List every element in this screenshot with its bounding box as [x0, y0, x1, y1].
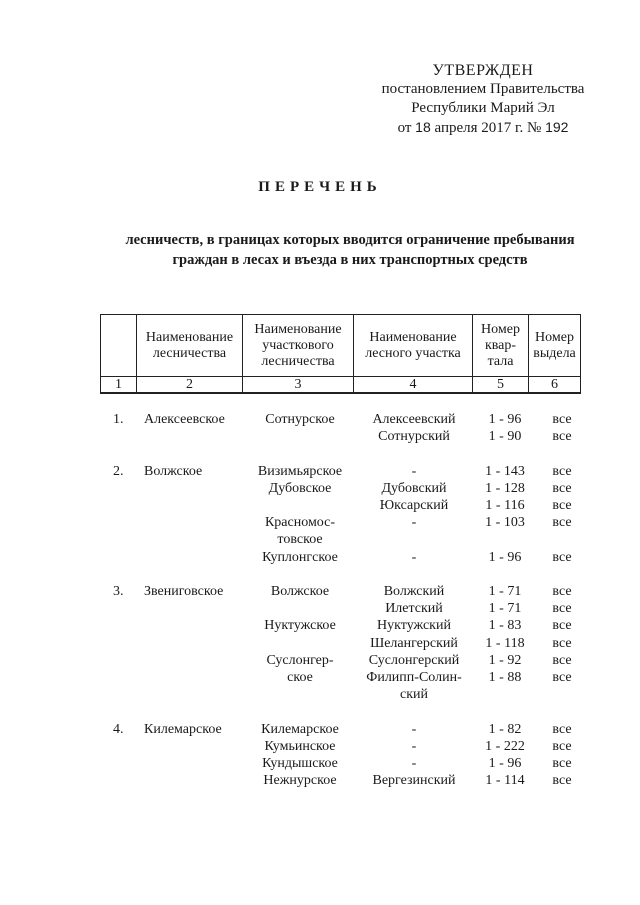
- forestry-name: Звениговское: [144, 584, 224, 599]
- district-name: Килемарское: [261, 722, 339, 737]
- table-header: [100, 314, 581, 394]
- allotment: все: [552, 618, 572, 633]
- quarter-range: 1 - 96: [488, 756, 522, 771]
- quarter-range: 1 - 118: [485, 636, 525, 651]
- approval-date-prefix: от: [397, 120, 412, 136]
- header-num-1: 1: [101, 377, 137, 394]
- allotment: все: [552, 601, 572, 616]
- table-row: [0, 531, 640, 548]
- quarter-range: 1 - 71: [488, 601, 522, 616]
- quarter-range: 1 - 103: [485, 515, 525, 530]
- table-row: [0, 583, 640, 600]
- allotment: все: [552, 412, 572, 427]
- header-num-3: 3: [243, 377, 354, 394]
- quarter-range: 1 - 96: [488, 412, 522, 427]
- district-name: товское: [277, 532, 323, 547]
- table-row: [0, 497, 640, 514]
- quarter-range: 1 - 82: [488, 722, 522, 737]
- quarter-range: 1 - 114: [485, 773, 525, 788]
- allotment: все: [552, 670, 572, 685]
- district-name: Дубовское: [268, 481, 332, 496]
- forestry-name: Килемарское: [144, 722, 222, 737]
- quarter-range: 1 - 88: [488, 670, 522, 685]
- district-name: Кумьинское: [264, 739, 336, 754]
- district-name: Куплонгское: [262, 550, 338, 565]
- quarter-range: 1 - 92: [488, 653, 522, 668]
- table-row: [0, 411, 640, 428]
- approval-block: [376, 61, 590, 138]
- district-name: Нуктужское: [264, 618, 336, 633]
- table-row: [0, 463, 640, 480]
- district-name: Суслонгер-: [266, 653, 334, 668]
- plot-name: Нуктужский: [377, 618, 451, 633]
- table-row: [0, 617, 640, 634]
- quarter-range: 1 - 143: [485, 464, 525, 479]
- plot-name: -: [411, 515, 417, 530]
- plot-name: Илетский: [385, 601, 443, 616]
- header-col-6: Номер выдела: [529, 315, 581, 377]
- quarter-range: 1 - 222: [485, 739, 525, 754]
- table-row: [0, 514, 640, 531]
- allotment: все: [552, 756, 572, 771]
- allotment: все: [552, 636, 572, 651]
- row-number: 2.: [113, 464, 124, 479]
- allotment: все: [552, 515, 572, 530]
- header-col-4: Наименование лесного участка: [354, 315, 473, 377]
- plot-name: Алексеевский: [372, 412, 456, 427]
- approval-number: 192: [545, 119, 569, 135]
- row-number: 1.: [113, 412, 124, 427]
- page-title: ПЕРЕЧЕНЬ: [258, 179, 382, 195]
- district-name: Красномос-: [264, 515, 336, 530]
- plot-name: -: [411, 464, 417, 479]
- quarter-range: 1 - 96: [488, 550, 522, 565]
- forestry-name: Алексеевское: [144, 412, 225, 427]
- plot-name: Юксарский: [379, 498, 449, 513]
- allotment: все: [552, 722, 572, 737]
- table-row: [0, 721, 640, 738]
- header-num-2: 2: [137, 377, 243, 394]
- district-name: Волжское: [270, 584, 330, 599]
- allotment: все: [552, 498, 572, 513]
- approval-day: 18: [415, 119, 431, 135]
- allotment: все: [552, 739, 572, 754]
- plot-name: -: [411, 739, 417, 754]
- quarter-range: 1 - 71: [488, 584, 522, 599]
- header-col-2: Наименование лесничества: [137, 315, 243, 377]
- plot-name: ский: [400, 687, 428, 702]
- district-name: Сотнурское: [265, 412, 335, 427]
- table-row: [0, 635, 640, 652]
- table-row: [0, 652, 640, 669]
- table-row: [0, 738, 640, 755]
- allotment: все: [552, 584, 572, 599]
- approval-line-1: постановлением Правительства: [381, 81, 585, 97]
- table-row: [0, 428, 640, 445]
- allotment: все: [552, 653, 572, 668]
- table-row: [0, 686, 640, 703]
- plot-name: Дубовский: [381, 481, 447, 496]
- row-number: 3.: [113, 584, 124, 599]
- district-name: ское: [287, 670, 313, 685]
- allotment: все: [552, 429, 572, 444]
- header-col-5: Номер квар-тала: [473, 315, 529, 377]
- header-num-4: 4: [354, 377, 473, 394]
- table-row: [0, 755, 640, 772]
- plot-name: -: [411, 722, 417, 737]
- plot-name: Сотнурский: [378, 429, 450, 444]
- approval-line-2: Республики Марий Эл: [411, 100, 555, 116]
- header-col-3: Наименование участкового лесничества: [243, 315, 354, 377]
- row-number: 4.: [113, 722, 124, 737]
- quarter-range: 1 - 90: [488, 429, 522, 444]
- allotment: все: [552, 481, 572, 496]
- allotment: все: [552, 550, 572, 565]
- plot-name: Шелангерский: [370, 636, 458, 651]
- quarter-range: 1 - 83: [488, 618, 522, 633]
- plot-name: Вергезинский: [372, 773, 456, 788]
- header-num-6: 6: [529, 377, 581, 394]
- approval-title: УТВЕРЖДЕН: [432, 62, 534, 79]
- plot-name: Филипп-Солин-: [366, 670, 462, 685]
- table-row: [0, 480, 640, 497]
- approval-date-middle: апреля 2017 г. №: [434, 120, 542, 136]
- forestry-name: Волжское: [144, 464, 203, 479]
- allotment: все: [552, 773, 572, 788]
- plot-name: -: [411, 756, 417, 771]
- plot-name: -: [411, 550, 417, 565]
- page-subtitle: [90, 230, 610, 270]
- plot-name: Волжский: [383, 584, 445, 599]
- table-row: [0, 669, 640, 686]
- allotment: все: [552, 464, 572, 479]
- district-name: Нежнурское: [263, 773, 337, 788]
- quarter-range: 1 - 116: [485, 498, 525, 513]
- district-name: Визимьярское: [257, 464, 343, 479]
- table-row: [0, 600, 640, 617]
- quarter-range: 1 - 128: [485, 481, 525, 496]
- header-num-5: 5: [473, 377, 529, 394]
- plot-name: Суслонгерский: [368, 653, 460, 668]
- subtitle-line-1: лесничеств, в границах которых вводится ограничение пребывания: [125, 232, 575, 248]
- table-row: [0, 549, 640, 566]
- table-row: [0, 772, 640, 789]
- approval-line-3: [376, 118, 590, 138]
- header-col-1: [101, 315, 137, 377]
- subtitle-line-2: граждан в лесах и въезда в них транспортных средств: [172, 252, 528, 268]
- district-name: Кундышское: [262, 756, 338, 771]
